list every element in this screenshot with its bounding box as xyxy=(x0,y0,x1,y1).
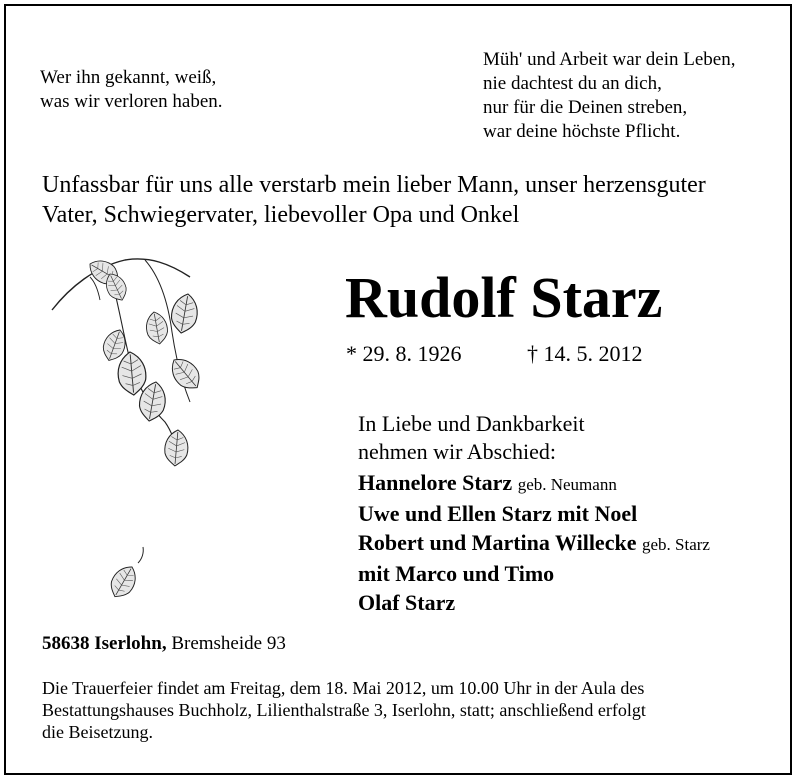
funeral-info xyxy=(42,677,646,743)
mourner-name: Uwe und Ellen Starz mit Noel xyxy=(358,501,638,526)
quote-left-line: was wir verloren haben. xyxy=(40,91,223,112)
address xyxy=(42,632,286,656)
falling-leaf-icon xyxy=(110,545,150,605)
funeral-line: Die Trauerfeier findet am Freitag, dem 18. Mai 2012, um 10.00 Uhr in der Aula des xyxy=(42,678,645,698)
mourner-maiden-name: geb. Neumann xyxy=(517,475,617,494)
intro-line: Vater, Schwiegervater, liebevoller Opa und Onkel xyxy=(42,202,520,228)
mourner xyxy=(358,468,710,499)
quote-right-line: nie dachtest du an dich, xyxy=(483,73,662,94)
quote-right-line: war deine höchste Pflicht. xyxy=(483,121,681,142)
quote-left-line: Wer ihn gekannt, weiß, xyxy=(40,67,217,88)
mourner xyxy=(358,499,710,528)
mourners-list xyxy=(358,468,710,617)
mourner-name: Robert und Martina Willecke xyxy=(358,530,637,555)
intro-text xyxy=(42,170,706,230)
address-city: 58638 Iserlohn, xyxy=(42,633,167,654)
birth-date: * 29. 8. 1926 xyxy=(346,341,462,366)
mourner-name: Olaf Starz xyxy=(358,590,456,615)
mourner xyxy=(358,528,710,559)
address-street: Bremsheide 93 xyxy=(171,633,286,654)
mourner xyxy=(358,559,710,588)
farewell-line: In Liebe und Dankbarkeit xyxy=(358,411,585,436)
mourner xyxy=(358,588,710,617)
quote-right-line: nur für die Deinen streben, xyxy=(483,97,688,118)
quote-right-line: Müh' und Arbeit war dein Leben, xyxy=(483,49,736,70)
farewell-line: nehmen wir Abschied: xyxy=(358,439,556,464)
birch-branch-icon xyxy=(50,252,220,482)
quote-left xyxy=(40,66,223,114)
mourner-maiden-name: geb. Starz xyxy=(641,535,710,554)
quote-right xyxy=(483,48,735,144)
funeral-line: Bestattungshauses Buchholz, Lilienthalstraße 3, Iserlohn, statt; anschließend erfolgt xyxy=(42,700,646,720)
mourner-name: Hannelore Starz xyxy=(358,470,513,495)
funeral-line: die Beisetzung. xyxy=(42,722,153,742)
farewell-text xyxy=(358,410,585,466)
intro-line: Unfassbar für uns alle verstarb mein lieber Mann, unser herzensguter xyxy=(42,172,706,198)
mourner-name: mit Marco und Timo xyxy=(358,561,555,586)
deceased-name: Rudolf Starz xyxy=(345,265,663,330)
death-date: † 14. 5. 2012 xyxy=(527,341,643,366)
